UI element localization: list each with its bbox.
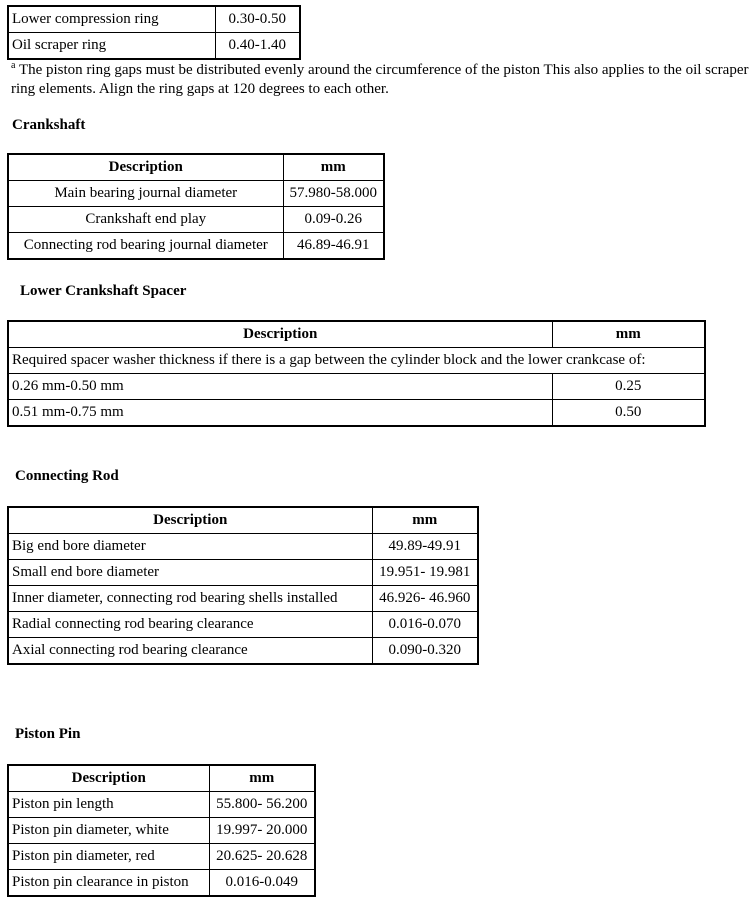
piston-ring-footnote xyxy=(11,61,750,99)
description-header: Description xyxy=(8,507,372,534)
description-header: Description xyxy=(8,321,552,348)
description-cell: Radial connecting rod bearing clearance xyxy=(8,612,372,638)
connecting-rod-heading: Connecting Rod xyxy=(15,468,119,484)
header-row xyxy=(8,321,705,348)
description-cell: 0.26 mm-0.50 mm xyxy=(8,374,552,400)
description-header: Description xyxy=(8,765,209,792)
crankshaft-heading: Crankshaft xyxy=(12,117,86,133)
value-cell: 57.980-58.000 xyxy=(283,181,384,207)
header-row xyxy=(8,154,384,181)
mm-header: mm xyxy=(372,507,478,534)
value-cell: 55.800- 56.200 xyxy=(209,792,315,818)
value-cell: 19.951- 19.981 xyxy=(372,560,478,586)
description-header: Description xyxy=(8,154,283,181)
table-row xyxy=(8,638,478,665)
value-cell: 0.50 xyxy=(552,400,705,427)
header-row xyxy=(8,765,315,792)
footnote-text: The piston ring gaps must be distributed evenly around the circumference of the piston This also applies to the oil scraper ring elements. Align the ring gaps at 120 degrees to each other. xyxy=(11,62,749,97)
value-cell: 0.016-0.070 xyxy=(372,612,478,638)
value-cell: 46.89-46.91 xyxy=(283,233,384,260)
lower-crankshaft-spacer-heading: Lower Crankshaft Spacer xyxy=(20,283,187,299)
value-cell: 0.090-0.320 xyxy=(372,638,478,665)
piston-pin-heading: Piston Pin xyxy=(15,726,81,742)
table-row xyxy=(8,233,384,260)
description-cell: Crankshaft end play xyxy=(8,207,283,233)
value-cell: 0.09-0.26 xyxy=(283,207,384,233)
note-row xyxy=(8,348,705,374)
table-row xyxy=(8,586,478,612)
table-row xyxy=(8,374,705,400)
note-cell: Required spacer washer thickness if there is a gap between the cylinder block and the lower crankcase of: xyxy=(8,348,705,374)
table-row xyxy=(8,6,300,33)
header-row xyxy=(8,507,478,534)
piston-rings-table xyxy=(7,5,301,60)
value-cell: 0.40-1.40 xyxy=(215,33,300,60)
value-cell: 0.016-0.049 xyxy=(209,870,315,897)
description-cell: Piston pin length xyxy=(8,792,209,818)
value-cell: 0.30-0.50 xyxy=(215,6,300,33)
description-cell: Piston pin clearance in piston xyxy=(8,870,209,897)
description-cell: Lower compression ring xyxy=(8,6,215,33)
description-cell: Small end bore diameter xyxy=(8,560,372,586)
table-row xyxy=(8,400,705,427)
description-cell: 0.51 mm-0.75 mm xyxy=(8,400,552,427)
table-row xyxy=(8,33,300,60)
table-row xyxy=(8,560,478,586)
connecting-rod-table xyxy=(7,506,479,665)
description-cell: Inner diameter, connecting rod bearing shells installed xyxy=(8,586,372,612)
table-row xyxy=(8,870,315,897)
mm-header: mm xyxy=(209,765,315,792)
value-cell: 49.89-49.91 xyxy=(372,534,478,560)
value-cell: 20.625- 20.628 xyxy=(209,844,315,870)
crankshaft-table xyxy=(7,153,385,260)
table-row xyxy=(8,792,315,818)
value-cell: 19.997- 20.000 xyxy=(209,818,315,844)
table-row xyxy=(8,207,384,233)
mm-header: mm xyxy=(552,321,705,348)
description-cell: Axial connecting rod bearing clearance xyxy=(8,638,372,665)
table-row xyxy=(8,534,478,560)
description-cell: Oil scraper ring xyxy=(8,33,215,60)
table-row xyxy=(8,612,478,638)
description-cell: Connecting rod bearing journal diameter xyxy=(8,233,283,260)
piston-pin-table xyxy=(7,764,316,897)
value-cell: 46.926- 46.960 xyxy=(372,586,478,612)
lower-crankshaft-spacer-table xyxy=(7,320,706,427)
table-row xyxy=(8,844,315,870)
description-cell: Big end bore diameter xyxy=(8,534,372,560)
table-row xyxy=(8,818,315,844)
footnote-marker: a xyxy=(11,60,16,71)
table-row xyxy=(8,181,384,207)
mm-header: mm xyxy=(283,154,384,181)
description-cell: Main bearing journal diameter xyxy=(8,181,283,207)
value-cell: 0.25 xyxy=(552,374,705,400)
description-cell: Piston pin diameter, red xyxy=(8,844,209,870)
description-cell: Piston pin diameter, white xyxy=(8,818,209,844)
